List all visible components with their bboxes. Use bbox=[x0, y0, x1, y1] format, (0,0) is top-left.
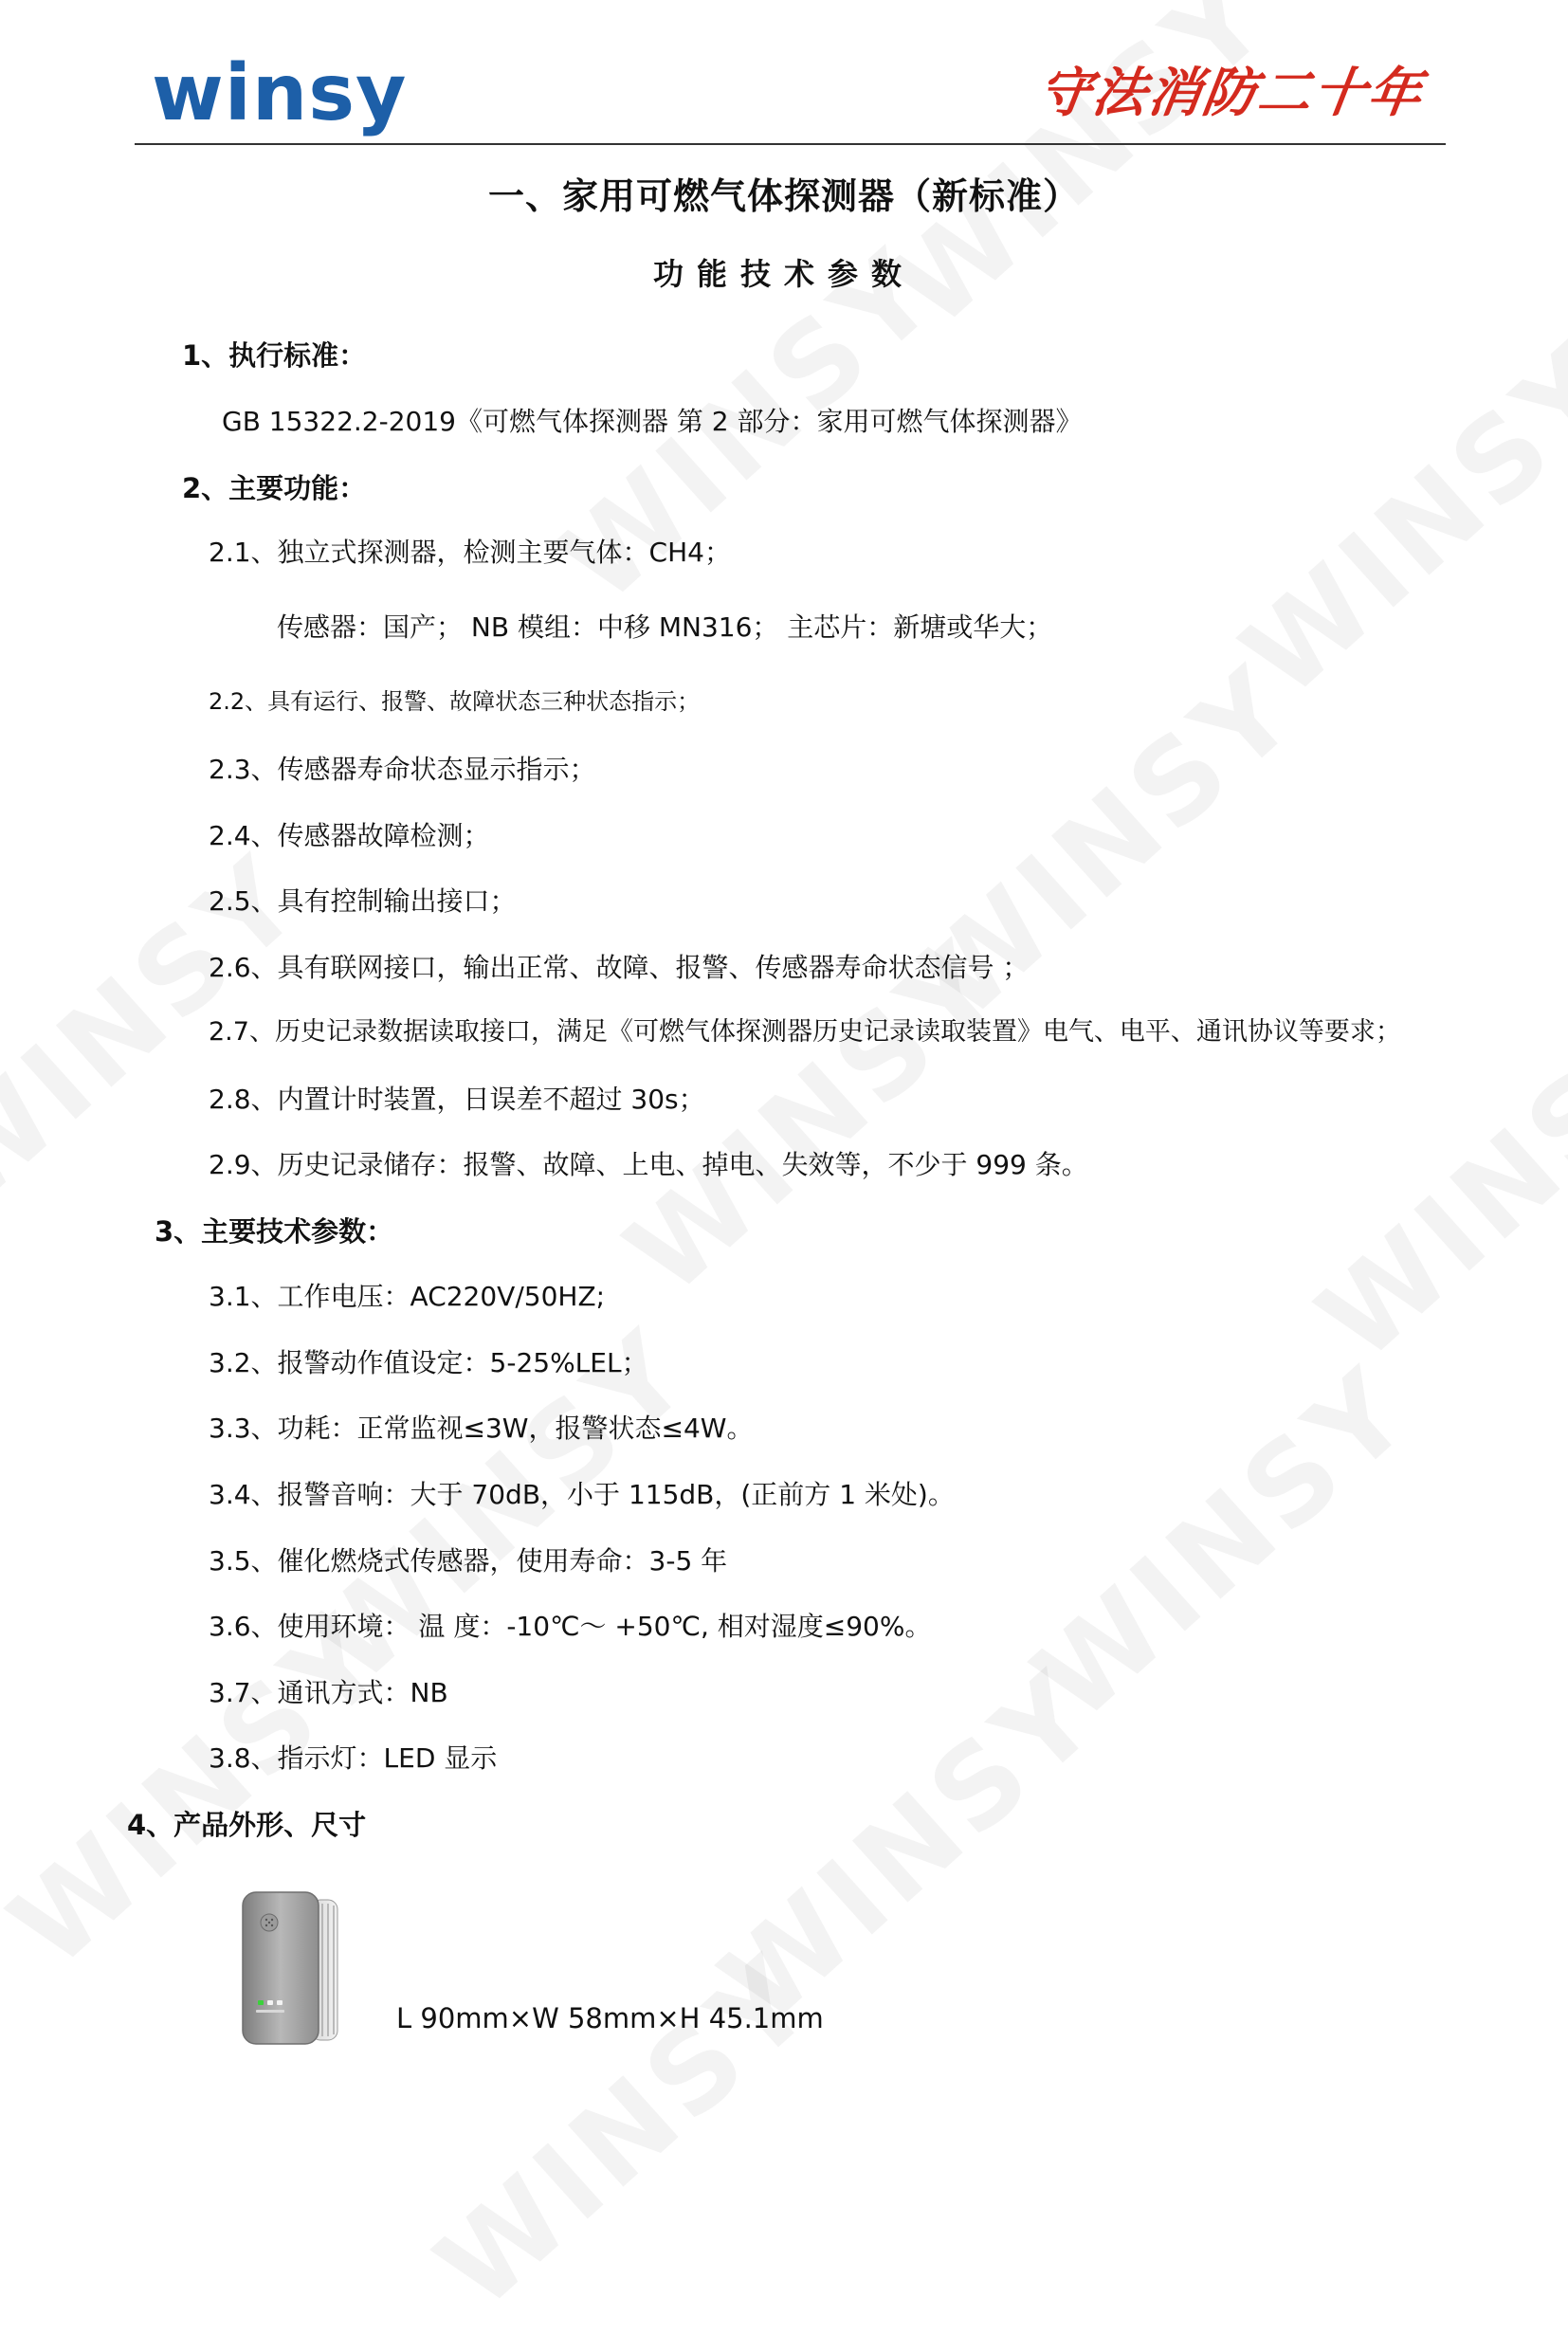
list-item: 2.7、历史记录数据读取接口，满足《可燃气体探测器历史记录读取装置》电气、电平、通讯协议等要求； bbox=[209, 1017, 1401, 1047]
watermark bbox=[1218, 319, 1568, 722]
list-item: 2.4、传感器故障检测； bbox=[209, 820, 490, 851]
list-item: 3.5、催化燃烧式传感器，使用寿命：3-5 年 bbox=[209, 1545, 728, 1577]
section-heading-functions: 2、主要功能： bbox=[182, 472, 367, 504]
list-item: 3.4、报警音响：大于 70dB，小于 115dB，(正前方 1 米处)。 bbox=[209, 1479, 955, 1510]
product-dimensions: L 90mm×W 58mm×H 45.1mm bbox=[396, 2002, 824, 2034]
list-item: 2.3、传感器寿命状态显示指示； bbox=[209, 754, 596, 785]
watermark bbox=[412, 1931, 839, 2334]
list-item: 3.6、使用环境： 温 度：-10℃～ +50℃, 相对湿度≤90%。 bbox=[209, 1611, 932, 1642]
winsy-logo: winsy bbox=[152, 48, 408, 138]
list-item: 3.2、报警动作值设定：5-25%LEL； bbox=[209, 1347, 648, 1378]
list-item: 2.1、独立式探测器，检测主要气体：CH4； bbox=[209, 537, 731, 568]
page-title: 一、家用可燃气体探测器（新标准） bbox=[487, 175, 1080, 217]
section-heading-standard: 1、执行标准： bbox=[182, 339, 367, 372]
watermark bbox=[697, 1647, 1123, 2050]
list-item: 2.2、具有运行、报警、故障状态三种状态指示； bbox=[209, 688, 701, 715]
page-subtitle: 功能技术参数 bbox=[652, 256, 915, 292]
section-heading-parameters: 3、主要技术参数： bbox=[155, 1215, 394, 1248]
list-item: 3.7、通讯方式：NB bbox=[209, 1677, 448, 1708]
detector-product-image bbox=[237, 1887, 343, 2048]
watermark bbox=[1010, 1343, 1436, 1746]
list-item: 2.5、具有控制输出接口； bbox=[209, 885, 517, 917]
list-item: 3.8、指示灯：LED 显示 bbox=[209, 1742, 498, 1774]
list-item: 2.9、历史记录储存：报警、故障、上电、掉电、失效等，不少于 999 条。 bbox=[209, 1149, 1088, 1180]
header-divider bbox=[135, 143, 1446, 145]
list-item: 传感器：国产； NB 模组：中移 MN316； 主芯片：新塘或华大； bbox=[277, 611, 1053, 643]
standard-text: GB 15322.2-2019《可燃气体探测器 第 2 部分：家用可燃气体探测器》 bbox=[222, 406, 1083, 437]
list-item: 2.8、内置计时装置，日误差不超过 30s； bbox=[209, 1084, 705, 1115]
list-item: 2.6、具有联网接口，输出正常、故障、报警、传感器寿命状态信号 ； bbox=[209, 952, 1030, 983]
list-item: 3.1、工作电压：AC220V/50HZ; bbox=[209, 1281, 606, 1312]
list-item: 3.3、功耗：正常监视≤3W，报警状态≤4W。 bbox=[209, 1413, 754, 1444]
watermark bbox=[0, 1590, 413, 1993]
slogan: 守法消防二十年 bbox=[1033, 62, 1428, 124]
section-heading-dimensions: 4、产品外形、尺寸 bbox=[127, 1809, 367, 1841]
watermark bbox=[896, 642, 1322, 1045]
